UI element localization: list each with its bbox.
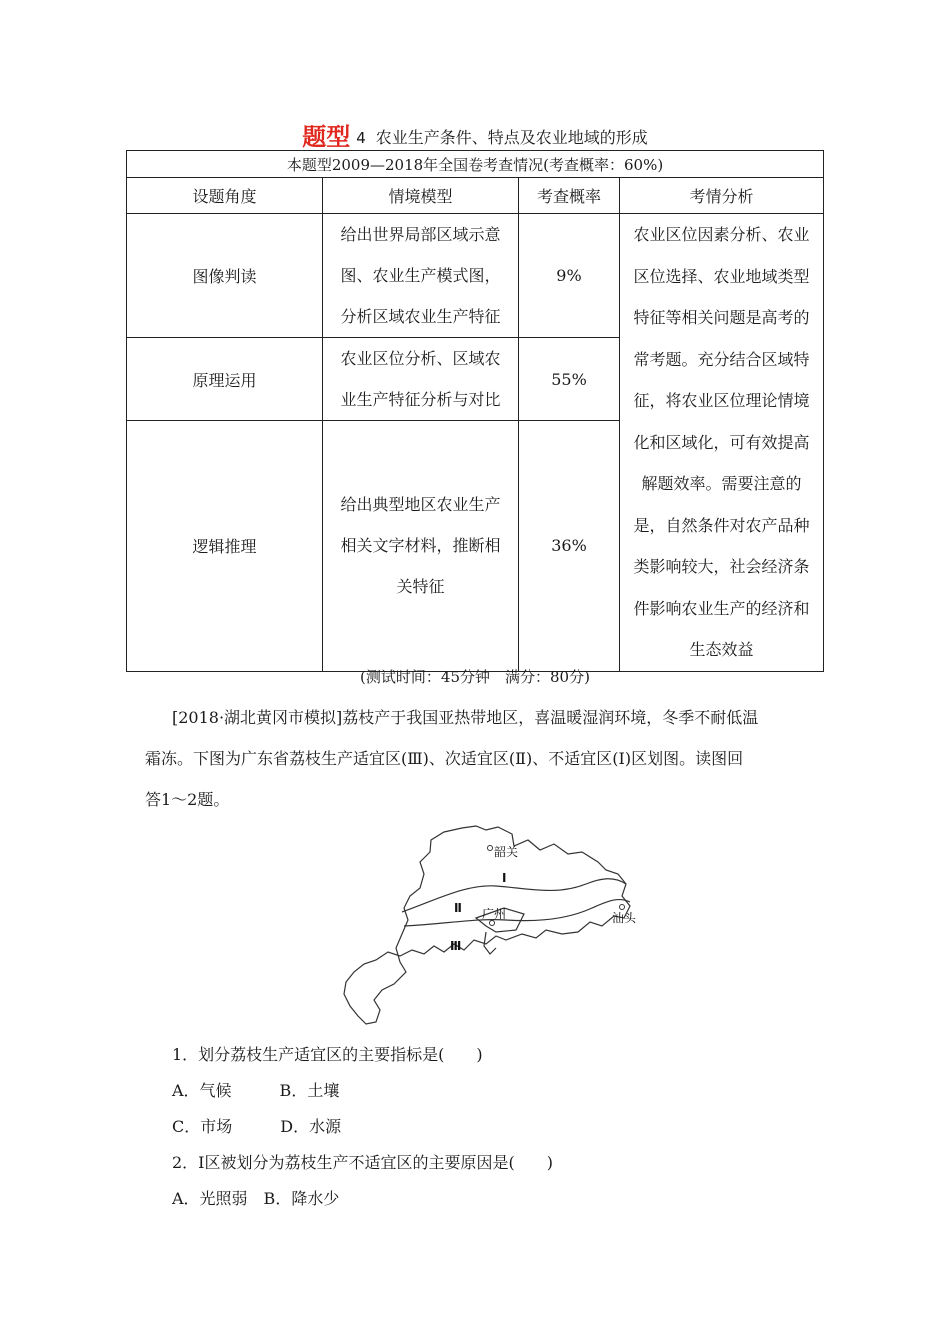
header-probability: 考查概率 — [519, 178, 620, 214]
row-probability: 9% — [519, 214, 620, 338]
question-1-stem: 1．划分荔枝生产适宜区的主要指标是( ) — [172, 1045, 483, 1064]
shantou-label: 汕头 — [612, 911, 637, 925]
row-probability: 36% — [519, 421, 620, 672]
row-angle: 逻辑推理 — [127, 421, 323, 672]
row-angle: 原理运用 — [127, 338, 323, 421]
guangdong-lychee-zoning-map — [336, 822, 646, 1032]
title-prefix: 题型 — [302, 122, 351, 151]
table-caption: 本题型2009—2018年全国卷考查情况(考查概率：60%) — [127, 151, 824, 178]
section-title — [0, 124, 950, 151]
row-model: 给出世界局部区域示意 图、农业生产模式图， 分析区域农业生产特征 — [323, 214, 519, 338]
pearl-river — [484, 932, 496, 954]
shaoguan-label: 韶关 — [494, 845, 519, 859]
zone-boundary-north — [402, 879, 626, 912]
header-analysis: 考情分析 — [620, 178, 824, 214]
question-2-stem: 2．Ⅰ区被划分为荔枝生产不适宜区的主要原因是( ) — [172, 1153, 553, 1172]
test-info: (测试时间：45分钟 满分：80分) — [360, 668, 590, 686]
zone-boundary-south — [404, 900, 630, 926]
header-model: 情境模型 — [323, 178, 519, 214]
analysis-cell: 农业区位因素分析、农业 区位选择、农业地域类型 特征等相关问题是高考的 常考题。充分结合区域特 征，将农业区位理论情境 化和区域化，可有效提高 解题效率。需要注意的 是，自然条件对农产品种 类影响较大，社会经济条 件影响农业生产的经济和 生态效益 — [620, 214, 824, 672]
exam-statistics-table — [126, 150, 824, 672]
zone1-label: Ⅰ — [502, 871, 507, 885]
title-number: 4 — [356, 129, 366, 147]
zone3-label: Ⅲ — [450, 939, 462, 953]
row-model: 农业区位分析、区域农 业生产特征分析与对比 — [323, 338, 519, 421]
row-model: 给出典型地区农业生产 相关文字材料，推断相 关特征 — [323, 421, 519, 672]
guangzhou-label: 广州 — [482, 907, 507, 921]
header-angle: 设题角度 — [127, 178, 323, 214]
table-row — [127, 214, 824, 338]
question-intro: [2018·湖北黄冈市模拟]荔枝产于我国亚热带地区，喜温暖湿润环境，冬季不耐低温 霜冻。下图为广东省荔枝生产适宜区(Ⅲ)、次适宜区(Ⅱ)、不适宜区(Ⅰ)区划图。读图回 答1～2题。 — [145, 708, 759, 809]
zone2-label: Ⅱ — [454, 901, 462, 915]
province-outline — [344, 826, 630, 1024]
guangzhou-marker — [490, 921, 495, 926]
question-2-options-ab: A．光照弱 B．降水少 — [172, 1189, 340, 1208]
row-angle: 图像判读 — [127, 214, 323, 338]
shantou-marker — [620, 905, 625, 910]
shaoguan-marker — [488, 846, 493, 851]
row-probability: 55% — [519, 338, 620, 421]
question-1-options-ab: A．气候 B．土壤 — [172, 1081, 340, 1100]
title-text: 农业生产条件、特点及农业地域的形成 — [375, 128, 648, 147]
question-1-options-cd: C．市场 D．水源 — [172, 1117, 342, 1136]
